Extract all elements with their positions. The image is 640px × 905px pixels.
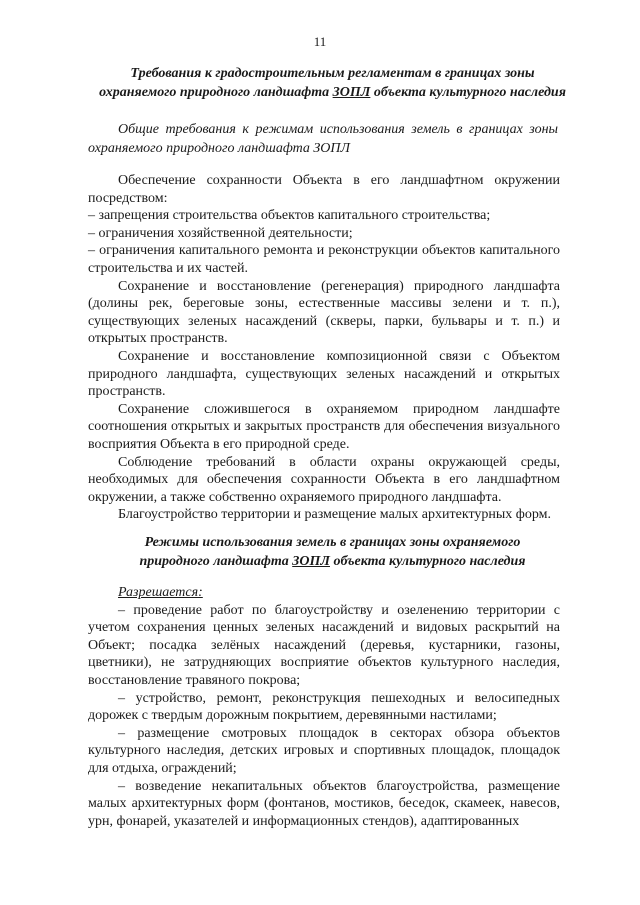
heading-line: Режимы использования земель в границах зоны охраняемого	[144, 535, 521, 550]
allowed-label: Разрешается:	[118, 585, 203, 600]
section-heading-requirements	[90, 64, 575, 102]
paragraph: Сохранение сложившегося в охраняемом природном ландшафте соотношения открытых и закрытых пространств для обеспечения визуального восприятия Объекта в его природной среде.	[88, 401, 560, 452]
allowed-label-line	[88, 584, 560, 602]
list-item: – ограничения хозяйственной деятельности;	[88, 225, 353, 241]
heading-line: Требования к градостроительным регламентам в границах зоны	[130, 66, 535, 81]
paragraph: Сохранение и восстановление композиционной связи с Объектом природного ландшафта, существующих зеленых насаждений и открытых пространств.	[88, 348, 560, 400]
paragraph: Сохранение и восстановление (регенерация) природного ландшафта (долины рек, береговые зоны, естественные массивы зелени и т. п.), существующих зеленых насаждений (скверы, парки, бульвары и т. п.) и открытых пространств.	[88, 278, 560, 347]
paragraph: Обеспечение сохранности Объекта в его ландшафтном окружении посредством:	[88, 173, 560, 206]
section-heading-land-use-modes	[90, 533, 575, 571]
paragraph: Соблюдение требований в области охраны окружающей среды, необходимых для обеспечения сохранности Объекта в его ландшафтном окружении, а также собственно охраняемого природного ландшафта.	[88, 454, 560, 505]
allowed-activities-body	[88, 584, 560, 830]
list-item: – ограничения капитального ремонта и реконструкции объектов капитального строительства и их частей.	[88, 243, 560, 276]
paragraph: Благоустройство территории и размещение малых архитектурных форм.	[118, 507, 552, 523]
subheading-general-requirements: Общие требования к режимам использования земель в границах зоны охраняемого природного ландшафта ЗОПЛ	[88, 122, 558, 156]
page-number: 11	[313, 34, 327, 49]
general-requirements-body	[88, 172, 560, 524]
list-item: – размещение смотровых площадок в секторах обзора объектов культурного наследия, детских игровых и спортивных площадок, площадок для отдыха, ограждений;	[88, 725, 560, 776]
list-item: – возведение некапитальных объектов благоустройства, размещение малых архитектурных форм (фонтанов, мостиков, беседок, скамеек, навесов, урн, фонарей, указателей и информационных стендов), адаптированных	[88, 778, 560, 829]
list-item: – проведение работ по благоустройству и озеленению территории с учетом сохранения ценных зеленых насаждений и видовых раскрытий на Объект; посадка зелёных насаждений (деревья, кустарники, газоны, цветники), не затрудняющих восприятие объектов культурного наследия, восстановление травяного покрова;	[88, 602, 560, 688]
list-item: – запрещения строительства объектов капитального строительства;	[88, 208, 491, 224]
heading-line: охраняемого природного ландшафта ЗОПЛ объекта культурного наследия	[99, 85, 566, 100]
heading-line: природного ландшафта ЗОПЛ объекта культурного наследия	[139, 554, 526, 569]
list-item: – устройство, ремонт, реконструкция пешеходных и велосипедных дорожек с твердым дорожным покрытием, деревянными настилами;	[88, 690, 560, 724]
